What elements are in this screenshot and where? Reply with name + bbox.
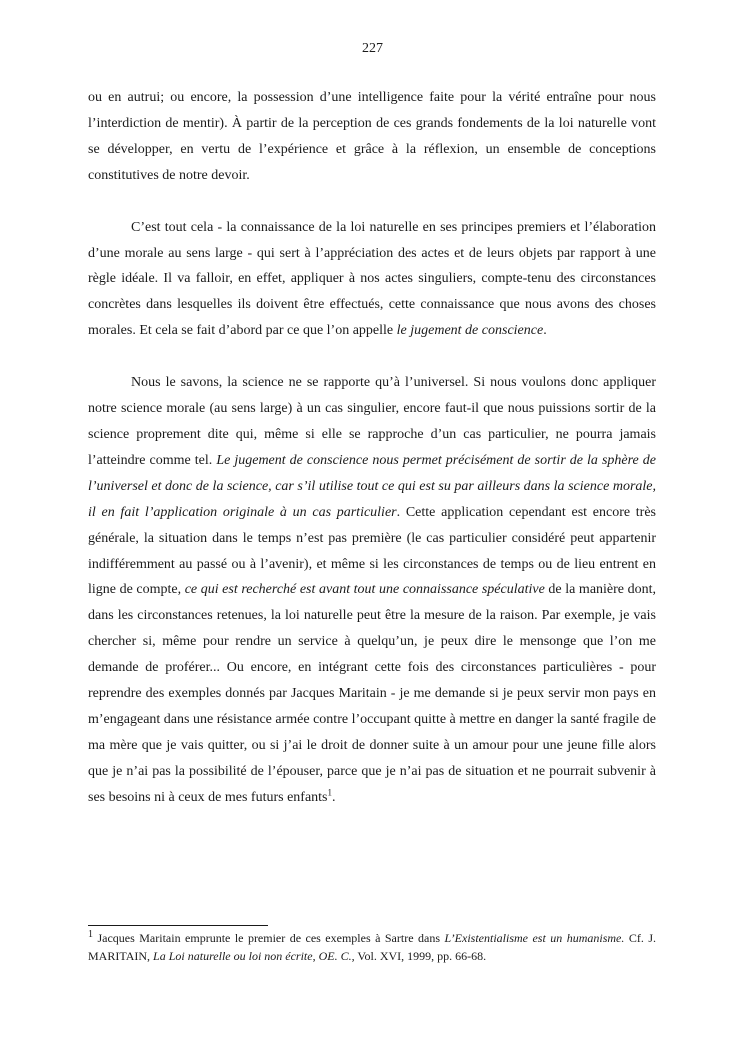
paragraph-gap [88, 189, 656, 215]
footnote-divider [88, 925, 268, 926]
paragraph-3-emphasis-2: ce qui est recherché est avant tout une connaissance spéculative [184, 582, 545, 598]
paragraph-2-emphasis: le jugement de conscience [396, 323, 544, 339]
paragraph-3-emphasis-1: Le jugement de conscience nous permet précisément de sortir de la sphère de l’universel et donc de la science, car s’il utilise tout ce qui est su par ailleurs dans la science morale, il en fait l’application originale à un cas particulier [88, 452, 656, 520]
footnote-title-1: L’Existentialisme est un humanisme. [444, 931, 625, 945]
footnote [88, 929, 656, 965]
paragraph-3-text-middle: . Cette application cependant est encore très générale, la situation dans le temps n’est pas première (le cas particulier considéré peut appartenir indifféremment au passé ou à l’avenir), et même si les circonstances de temps ou de lieu entrent en ligne de compte, [88, 504, 656, 598]
paragraph-1: ou en autrui; ou encore, la possession d’une intelligence faite pour la vérité entraîne pour nous l’interdiction de mentir). À partir de la perception de ces grands fondements de la loi naturelle vont se développer, en vertu de l’expérience et grâce à la réflexion, un ensemble de conceptions constitutives de notre devoir. [88, 90, 656, 183]
footnote-text-1: Jacques Maritain emprunte le premier de ces exemples à Sartre dans [93, 931, 445, 945]
footnote-reference: 1 [327, 787, 332, 797]
body-text [88, 85, 656, 811]
footnote-title-2: La Loi naturelle ou loi non écrite [153, 949, 313, 963]
paragraph-3 [88, 370, 656, 810]
paragraph-2-text: C’est tout cela - la connaissance de la loi naturelle en ses principes premiers et l’élaboration d’une morale au sens large - qui sert à l’appréciation des actes et de leurs objets par rapport à une règle idéale. Il va falloir, en effet, appliquer à nos actes singuliers, compte-tenu des circonstances concrètes dans lesquelles ils doivent être effectués, cette connaissance que nous avons des choses morales. Et cela se fait d’abord par ce que l’on appelle [88, 219, 656, 339]
footnote-text-2: Cf. J. MARITAIN, [88, 931, 656, 963]
paragraph-3-text-end: de la manière dont, dans les circonstances retenues, la loi naturelle peut être la mesure de la raison. Par exemple, je vais chercher si, même pour rendre un service à quelqu’un, je peux dire le mensonge que l’on me demande de proférer... Ou encore, en intégrant cette fois des circonstances particulières - pour reprendre des exemples donnés par Jacques Maritain - je me demande si je peux servir mon pays en m’engageant dans une résistance armée contre l’occupant quitte à mettre en danger la santé fragile de ma mère que je vais quitter, ou si j’ai le droit de donner suite à un amour pour une jeune fille alors que je n’ai pas la possibilité de l’épouser, parce que je n’ai pas de situation et ne pourrait subvenir à ses besoins ni à ceux de mes futurs enfants [88, 582, 656, 805]
footnote-text-4: Vol. XVI, 1999, pp. 66-68. [354, 949, 487, 963]
footnote-abbrev: OE. C., [318, 949, 355, 963]
paragraph-2 [88, 215, 656, 345]
footnote-text-3: , [312, 949, 319, 963]
footnote-marker: 1 [88, 929, 93, 940]
paragraph-2-end: . [543, 323, 547, 339]
paragraph-3-text-start: Nous le savons, la science ne se rapporte qu’à l’universel. Si nous voulons donc appliquer notre science morale (au sens large) à un cas singulier, encore faut-il que nous puissions sortir de la science proprement dite qui, même si elle se rapproche d’un cas particulier, ne pourra jamais l’atteindre comme tel. [88, 375, 656, 468]
paragraph-gap [88, 344, 656, 370]
paragraph-3-final: . [332, 789, 336, 805]
page-number: 227 [362, 41, 383, 56]
